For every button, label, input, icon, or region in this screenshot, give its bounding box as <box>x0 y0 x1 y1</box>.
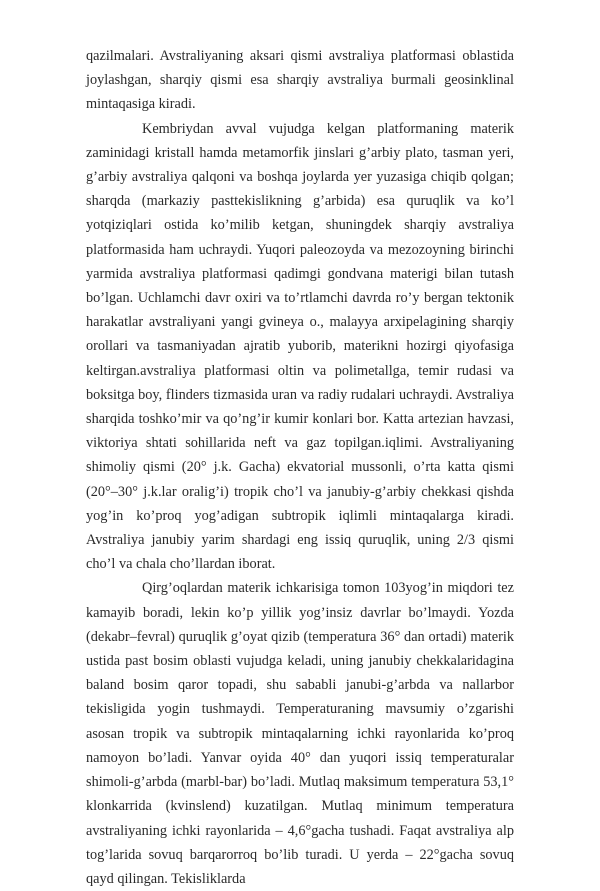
paragraph-1: qazilmalari. Avstraliyaning aksari qismi avstraliya platformasi oblastida joylashgan, sharqiy qismi esa sharqiy avstraliya burmali geosinklinal mintaqasiga kiradi. <box>86 48 514 113</box>
paragraph-3: Qirg’oqlardan materik ichkarisiga tomon 103yog’in miqdori tez kamayib boradi, lekin ko’p yillik yog’insiz davrlar bo’lmaydi. Yozda (dekabr–fevral) quruqlik g’oyat qizib (temperatura 36° dan ortadi) materik ustida past bosim oblasti vujudga keladi, uning janubiy chekkalaridagina baland bosim qaror topadi, shu sababli janubi-g’arbda va nallarbor tekisligida yogin tushmaydi. Temperaturaning mavsumiy o’zgarishi asosan tropik va subtropik mintaqalarning ichki rayonlarida ko’proq namoyon bo’ladi. Yanvar oyida 40° dan yuqori issiq temperaturalar shimoli-g’arbda (marbl-bar) bo’ladi. Mutlaq maksimum temperatura 53,1° klonkarrida (kvinslend) kuzatilgan. Mutlaq minimum temperatura avstraliyaning ichki rayonlarida – 4,6°gacha tushadi. Faqat avstraliya alp tog’larida sovuq barqarorroq bo’lib turadi. U yerda – 22°gacha sovuq qayd qilingan. Tekisliklarda <box>86 580 514 887</box>
body-text <box>86 44 514 891</box>
paragraph-2: Kembriydan avval vujudga kelgan platformaning materik zaminidagi kristall hamda metamorfik jinslari g’arbiy plato, tasman yeri, g’arbiy avstraliya qalqoni va boshqa joylarda yer yuzasiga chiqib qolgan; sharqda (markaziy pasttekislikning g’arbida) esa quruqlik va ko’l yotqiziqlari ostida ko’milib ketgan, shuningdek sharqiy avstraliya platformasida ham uchraydi. Yuqori paleozoyda va mezozoyning birinchi yarmida avstraliya platformasi qadimgi gondvana materigi bilan tutash bo’lgan. Uchlamchi davr oxiri va to’rtlamchi davrda ro’y bergan tektonik harakatlar avstraliyani yangi gvineya o., malayya arxipelagining sharqiy orollari va tasmaniyadan ajratib yuborib, materikni hozirgi qiyofasiga keltirgan.avstraliya platformasi oltin va polimetallga, temir rudasi va boksitga boy, flinders tizmasida uran va radiy rudalari uchraydi. Avstraliya sharqida toshko’mir va qo’ng’ir kumir konlari bor. Katta artezian havzasi, viktoriya shtati sohillarida neft va gaz topilgan.iqlimi. Avstraliyaning shimoliy qismi (20° j.k. Gacha) ekvatorial mussonli, o’rta katta qismi (20°–30° j.k.lar oralig’i) tropik cho’l va janubiy-g’arbiy chekkasi qishda yog’in ko’proq yog’adigan subtropik iqlimli mintaqalarga kiradi. Avstraliya janubiy yarim shardagi eng issiq quruqlik, uning 2/3 qismi cho’l va chala cho’llardan iborat. <box>86 120 514 573</box>
